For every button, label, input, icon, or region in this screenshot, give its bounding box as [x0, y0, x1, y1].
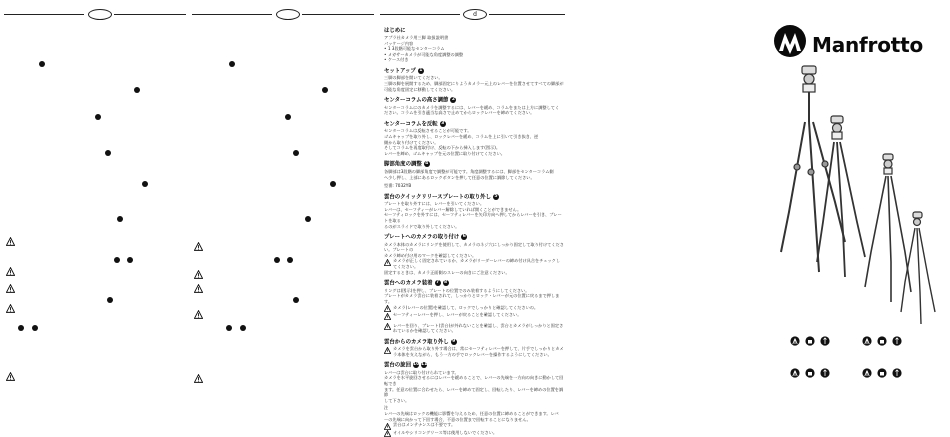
step-number: 1	[419, 67, 423, 73]
tripod-tall	[781, 66, 845, 272]
warning-icon	[384, 313, 391, 320]
body-line: そしてコラムを再度取付け、反転の下から挿入します(図示)。	[384, 145, 501, 151]
weight-spec-icon	[877, 336, 887, 346]
warning-icon	[194, 284, 203, 293]
body-line: センターコラムにのカメラを調整するには、レバーを緩め、コラムをまたは上方に調整してく	[384, 104, 560, 110]
step-number: 6	[462, 234, 466, 240]
body-line: カメラ本体のカメラにリングを使用して、カメラのネジ穴にしっかり固定して取り付けてください。プレートの	[384, 241, 564, 253]
step-marker	[18, 325, 24, 331]
body-line: 三脚の脚部を開いてください。	[384, 75, 443, 81]
step-number: 9	[452, 338, 456, 344]
section-title: 雲台のクイックリリースプレートの取り外し 5	[384, 193, 498, 201]
warning-icon	[384, 430, 391, 437]
section-title: 雲台へのカメラ装着 7 8	[384, 280, 448, 287]
manfrotto-logo-icon	[773, 24, 807, 58]
page-number-oval	[276, 9, 300, 20]
icon-group	[790, 368, 830, 378]
step-marker	[107, 297, 113, 303]
body-line: 各脚部は3段階の脚部角度で調整が可能です。角度調整するには、脚部をセンターコラム側	[384, 168, 554, 174]
body-line: 三脚の脚を展開するため、脚部固定にりようカメラー元上のレバーを位置させてすべての脚部が	[384, 81, 564, 87]
body-line: ださい。コラムを引き適当な高さで止めてからロックレバーを締めてください。	[384, 110, 535, 116]
body-line: して下さい。	[384, 397, 410, 403]
left-page-header	[4, 9, 184, 19]
warning-icon	[194, 374, 203, 383]
warning-icon	[194, 310, 203, 319]
body-line: リングは(図示)を押し、プレートの位置でのみ装着するようにしてください。	[384, 287, 530, 293]
step-marker	[293, 150, 299, 156]
instruction-text	[384, 28, 564, 437]
step-marker	[240, 325, 246, 331]
body-line: セーフティロックを外すには、セーフティレバーを矢印方向へ押してからレバーを引き、プレートを取る	[384, 212, 562, 223]
step-marker	[330, 181, 336, 187]
section-title: セットアップ 1	[384, 67, 423, 75]
tripod-small	[865, 154, 911, 302]
weight-spec-icon	[877, 368, 887, 378]
middle-page-header	[192, 9, 372, 19]
height-spec-icon	[892, 368, 902, 378]
tripod-spec-icon	[862, 368, 872, 378]
body-line: へ少し押し、上部にあるロックボタンを押して任意の位置に調節してください。	[384, 174, 535, 180]
height-spec-icon	[892, 336, 902, 346]
body-line: レバーの先端はロックの機能に影響を与えるため、任意の位置に締めることができます。レバ	[384, 411, 559, 417]
warning-note: カメラが正しく固定されているか、カメラがリーダーレバーの締め付け具合をチェックしてください。	[384, 258, 564, 269]
step-marker	[117, 216, 123, 222]
tripod-spec-icon	[790, 336, 800, 346]
step-marker	[322, 87, 328, 93]
body-line: レバーを締め、ゴムキャップを元の位置に取り付けてください。	[384, 150, 505, 156]
warning-note: カメラ(レバーの位置)を確認して、ロックでしっかりと確認してくださいの。	[384, 305, 564, 313]
step-number: 5	[494, 193, 498, 199]
warning-note: 雲台はメンテナンスは不要です。	[384, 422, 564, 430]
tripod-illustration	[745, 62, 945, 330]
warning-note: レバーを回り、プレート(雲台)が外れないことを確認し、雲台とカメラがしっかりと固定されているかを確認してください。	[384, 323, 564, 334]
warning-icon	[6, 284, 15, 293]
warning-note: カメラを雲台から取り外す場合は、常にセーフティレバーを押して、片手でしっかりとカメラ本体を支えながら、もう一方の手でロックレバーを操作するようにしてください。	[384, 346, 564, 357]
tripod-spec-icon	[790, 368, 800, 378]
warning-icon	[384, 347, 391, 354]
page-number-oval: d	[463, 9, 487, 20]
intro-line: パッケージ内容	[384, 40, 414, 46]
step-number: 7	[435, 280, 440, 286]
step-number: 11	[420, 362, 428, 368]
body-line: プレートがカメラ雲台に装着されて、しっかりとロック・レバーが元の位置に戻るまで押します。	[384, 293, 560, 304]
body-line: ます。任意の位置に合わせたら、レバーを締めて固定し、回転したり、レバーを締めの位置を調節	[384, 386, 564, 398]
step-marker	[95, 114, 101, 120]
step-number: 3	[441, 120, 445, 126]
weight-spec-icon	[805, 368, 815, 378]
step-marker	[142, 181, 148, 187]
body-line: カメラを水平旋回させるにはレバーを緩めることで、レバーの先端を一方向の向きに動かして回転でき	[384, 375, 564, 387]
warning-icon	[6, 267, 15, 276]
weight-spec-icon	[805, 336, 815, 346]
step-marker	[285, 114, 291, 120]
step-number: 4	[425, 161, 429, 167]
body-line: 側から取り付けてください。	[384, 139, 439, 145]
warning-icon	[194, 270, 203, 279]
bullet-item: • ケース付き	[384, 57, 409, 63]
tripod-compact	[901, 212, 935, 324]
step-marker	[293, 297, 299, 303]
bullet-item: • メガサーカメラが可能な角度調整の調整	[384, 51, 464, 57]
icon-group	[862, 368, 902, 378]
warning-icon	[384, 305, 391, 312]
section-title: 雲台の旋回 10 11	[384, 362, 428, 369]
step-marker	[287, 257, 293, 263]
step-marker	[226, 325, 232, 331]
step-marker	[274, 257, 280, 263]
page-number-oval	[88, 9, 112, 20]
body-line: 可能な角度固定に移動してください。	[384, 86, 456, 92]
section-title: 脚部角度の調整 4	[384, 161, 429, 168]
step-marker	[229, 61, 235, 67]
step-number: 2	[451, 97, 455, 103]
body-line: レバーは雲台に取り付けられています。	[384, 369, 459, 375]
section-title: センターコラムの高さ調節 2	[384, 97, 455, 104]
step-marker	[127, 257, 133, 263]
tripod-spec-icon	[862, 336, 872, 346]
body-line: レバーは、セーフティーがレバー解除していれば開くことができません。	[384, 206, 522, 212]
warning-icon	[384, 259, 391, 266]
step-number: 8	[443, 280, 448, 286]
instruction-page-header	[380, 9, 566, 19]
step-marker	[134, 87, 140, 93]
icon-group	[862, 336, 902, 346]
warning-note: セーフティーレバーを押し、レバーが戻ることを確認してください。	[384, 312, 564, 320]
height-spec-icon	[820, 336, 830, 346]
section-title: はじめに	[384, 28, 406, 34]
body-line: ーの先端に向かって下回す場合、不意の位置まで回転することになりません。	[384, 416, 531, 422]
bullet-item: • 1 3段階可能なセンターコラム	[384, 46, 445, 52]
warning-icon	[384, 323, 391, 330]
warning-icon	[194, 242, 203, 251]
step-marker	[305, 216, 311, 222]
body-line: ゴムキャップを取り外し、ロックレバーを緩め、コラムを上に引いて引き抜き、逆	[384, 134, 539, 140]
warning-icon	[6, 304, 15, 313]
warning-icon	[6, 372, 15, 381]
warning-icon	[6, 237, 15, 246]
section-title: センターコラムを反転 3	[384, 120, 445, 128]
step-marker	[39, 61, 45, 67]
step-marker	[114, 257, 120, 263]
step-number: 10	[412, 362, 420, 368]
body-line: センターコラムは反転させることが可能です。	[384, 128, 472, 134]
tripod-medium	[817, 116, 865, 277]
section-title: プレートへのカメラの取り付け 6	[384, 234, 466, 241]
step-marker	[105, 150, 111, 156]
body-line: 固定するときは、カメラ正面側のスレーの向きにご注意ください。	[384, 269, 510, 275]
body-line: 注	[384, 405, 389, 411]
section-title: 雲台からのカメラ取り外し 9	[384, 338, 456, 346]
warning-icon	[384, 423, 391, 430]
height-spec-icon	[820, 368, 830, 378]
body-line: るのがスライドで取り外してください。	[384, 223, 460, 229]
warning-note: オイルやシリコングリース等は使用しないでください。	[384, 430, 564, 437]
body-line: プレートを取り外すには、レバーを引いてください。	[384, 201, 485, 207]
body-line: カメラ締め付け用のマークを確認してください。	[384, 252, 477, 258]
step-marker	[32, 325, 38, 331]
icon-group	[790, 336, 830, 346]
model-note: 型番: 7032YB	[384, 183, 412, 189]
intro-line: アプラ社カメラ用三脚 取扱説明書	[384, 35, 449, 40]
brand-name: Manfrotto	[812, 33, 924, 57]
